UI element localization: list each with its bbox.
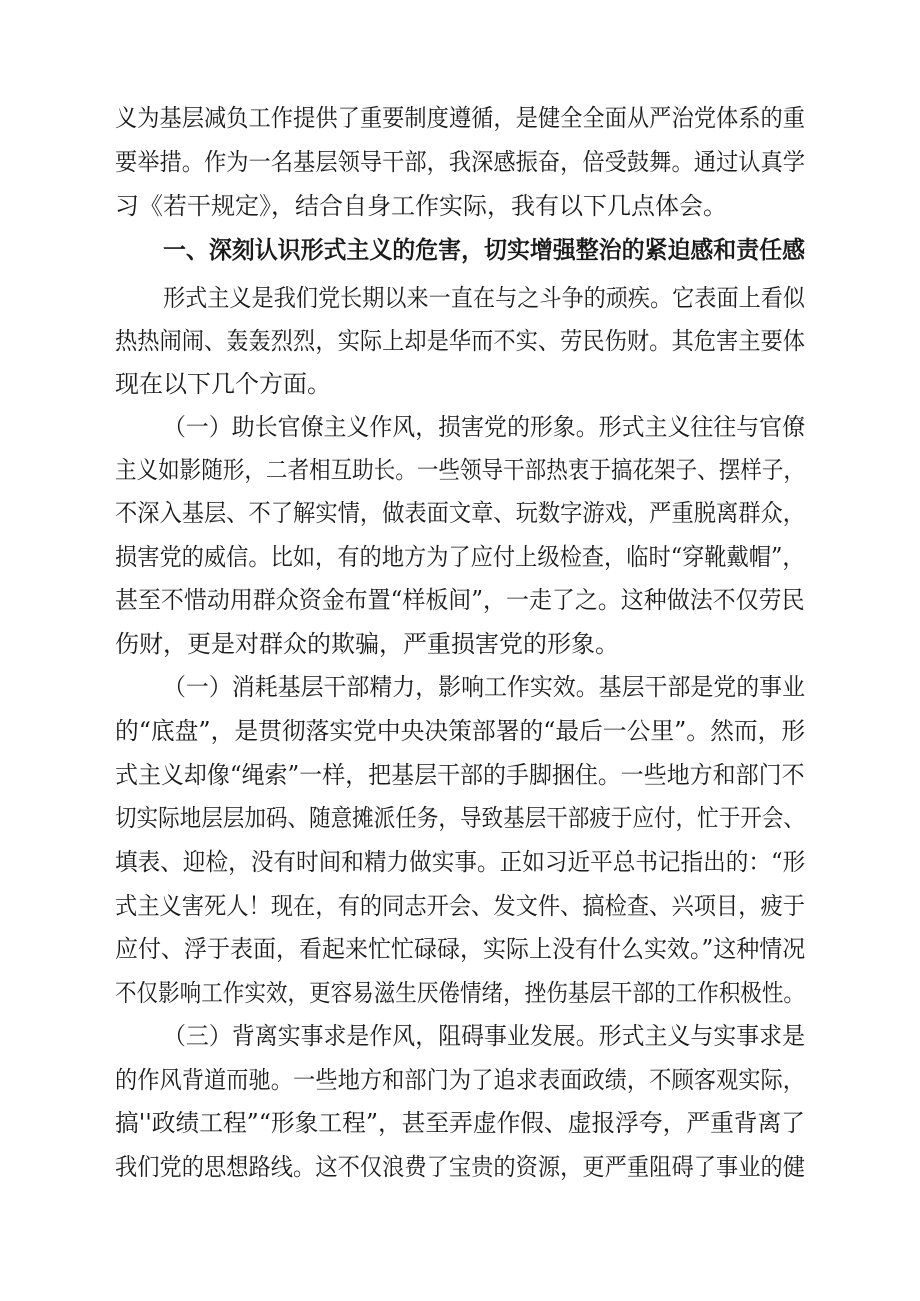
- text: 式主义害死人！现在，有的同志开会、发文件、搞检查、兴项目，疲于: [115, 892, 805, 920]
- point-three-line: [0, 1063, 920, 1097]
- section-heading-text: 一、深刻认识形式主义的危害，切实增强整治的紧迫感和责任感: [163, 236, 806, 264]
- text: 应付、浮于表面，看起来忙忙碌碌，实际上没有什么实效。”这种情况: [115, 935, 806, 963]
- text: 我们党的思想路线。这不仅浪费了宝贵的资源，更严重阻碍了事业的健: [115, 1153, 805, 1181]
- text: 现在以下几个方面。: [115, 370, 331, 398]
- intro-line: [0, 189, 920, 223]
- point-two-line: [0, 758, 920, 792]
- text: 主义如影随形，二者相互助长。一些领导干部热衷于搞花架子、摆样子，: [115, 456, 805, 484]
- text: 搞''政绩工程”“形象工程”，甚至弄虚作假、虚报浮夸，严重背离了: [115, 1109, 805, 1137]
- text: 切实际地层层加码、随意摊派任务，导致基层干部疲于应付，忙于开会、: [115, 804, 805, 832]
- overview-line: [0, 281, 920, 315]
- text: 不深入基层、不了解实情，做表面文章、玩数字游戏，严重脱离群众，: [115, 499, 805, 527]
- intro-line: [0, 145, 920, 179]
- section-heading: [0, 233, 920, 267]
- point-one-line: [0, 583, 920, 617]
- point-three-line: [0, 1106, 920, 1140]
- text: 伤财，更是对群众的欺骗，严重损害党的形象。: [115, 630, 619, 658]
- text: 甚至不惜动用群众资金布置“样板间”，一走了之。这种做法不仅劳民: [115, 586, 805, 614]
- point-one-line: [0, 627, 920, 661]
- point-two-line: [0, 714, 920, 748]
- point-one-line: [0, 410, 920, 444]
- point-two-line: [0, 976, 920, 1010]
- point-two-line: [0, 670, 920, 704]
- text: 习《若干规定》，结合自身工作实际，我有以下几点体会。: [115, 192, 727, 220]
- point-two-line: [0, 932, 920, 966]
- text: 式主义却像“绳索”一样，把基层干部的手脚捆住。一些地方和部门不: [115, 761, 805, 789]
- text: （一）消耗基层干部精力，影响工作实效。基层干部是党的事业: [163, 673, 806, 701]
- text: （一）助长官僚主义作风，损害党的形象。形式主义往往与官僚: [163, 413, 806, 441]
- point-three-line: [0, 1150, 920, 1184]
- text: 要举措。作为一名基层领导干部，我深感振奋，倍受鼓舞。通过认真学: [115, 148, 805, 176]
- point-one-line: [0, 540, 920, 574]
- overview-line: [0, 367, 920, 401]
- overview-line: [0, 324, 920, 358]
- text: 热热闹闹、轰轰烈烈，实际上却是华而不实、劳民伤财。其危害主要体: [115, 327, 805, 355]
- text: 形式主义是我们党长期以来一直在与之斗争的顽疾。它表面上看似: [163, 284, 805, 312]
- text: 义为基层减负工作提供了重要制度遵循，是健全全面从严治党体系的重: [115, 104, 805, 132]
- point-one-line: [0, 453, 920, 487]
- point-three-line: [0, 1019, 920, 1053]
- intro-line: [0, 101, 920, 135]
- point-two-line: [0, 889, 920, 923]
- text: 的“底盘”，是贯彻落实党中央决策部署的“最后一公里”。然而，形: [115, 717, 806, 745]
- text: 不仅影响工作实效，更容易滋生厌倦情绪，挫伤基层干部的工作积极性。: [115, 979, 805, 1007]
- text: （三）背离实事求是作风，阻碍事业发展。形式主义与实事求是: [163, 1022, 806, 1050]
- point-one-line: [0, 496, 920, 530]
- text: 损害党的威信。比如，有的地方为了应付上级检查，临时“穿靴戴帽”，: [115, 543, 805, 571]
- text: 的作风背道而驰。一些地方和部门为了追求表面政绩，不顾客观实际，: [115, 1066, 805, 1094]
- text: 填表、迎检，没有时间和精力做实事。正如习近平总书记指出的：“形: [115, 848, 806, 876]
- point-two-line: [0, 845, 920, 879]
- point-two-line: [0, 801, 920, 835]
